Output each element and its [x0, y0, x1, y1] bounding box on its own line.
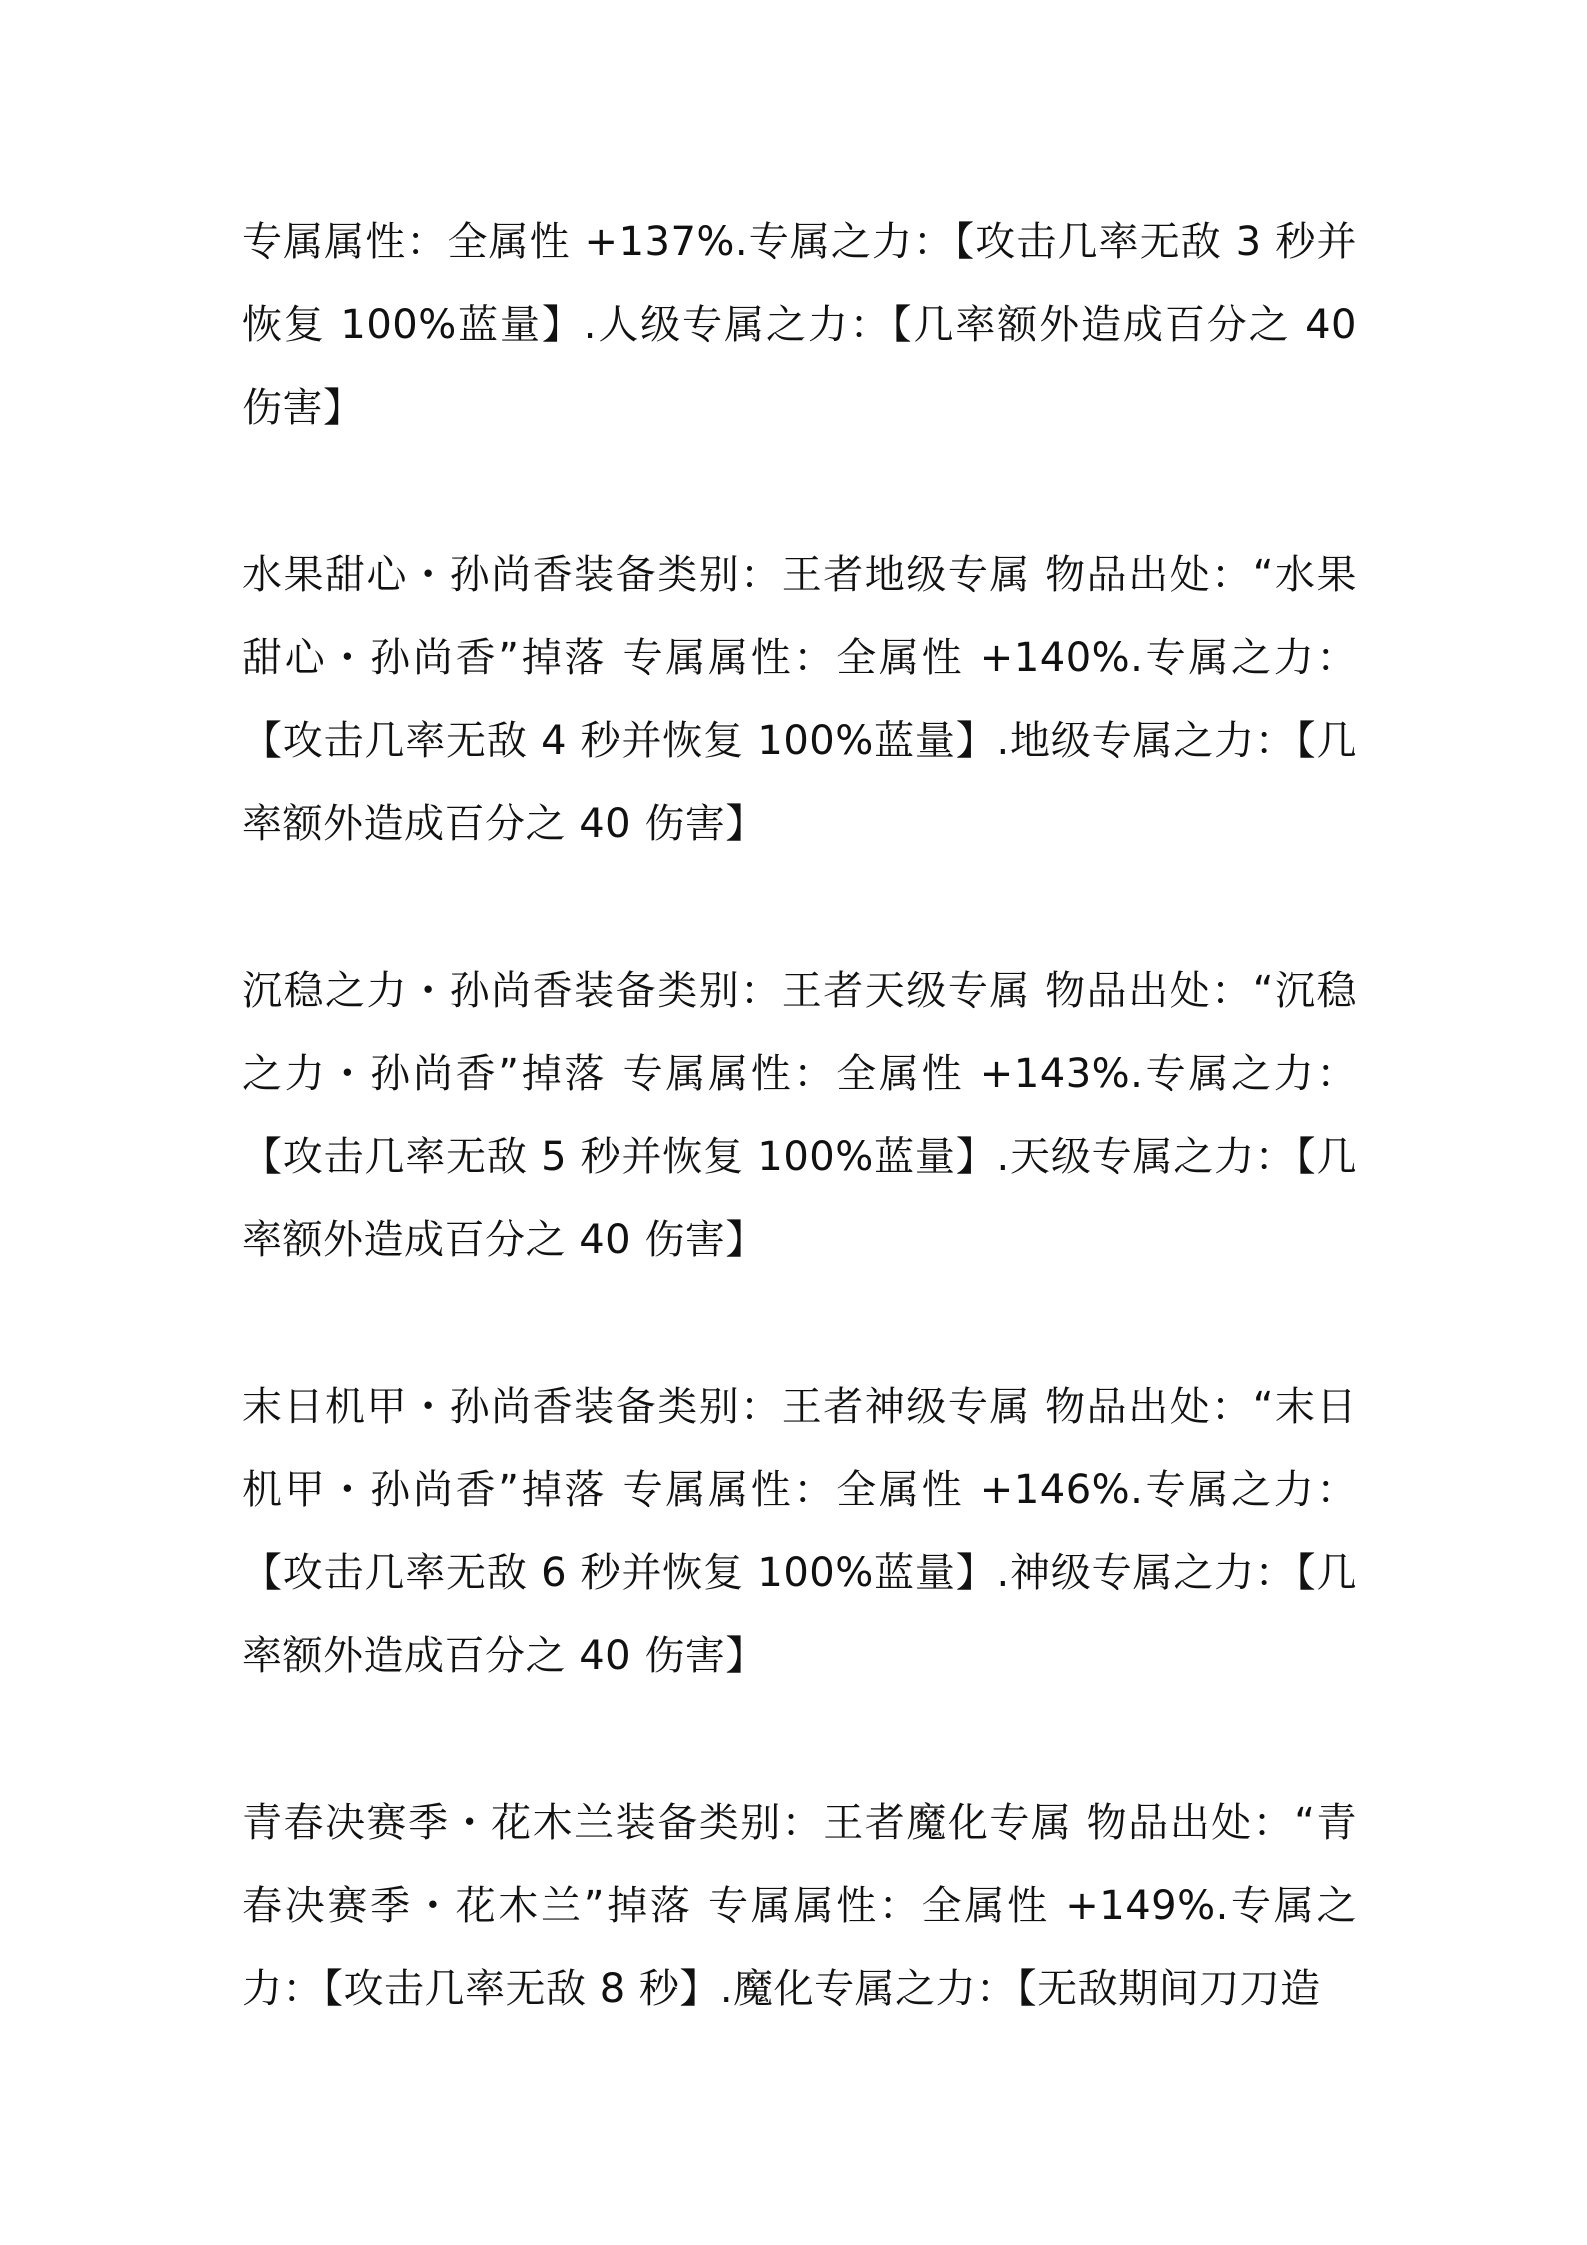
- paragraph-1: 专属属性：全属性 +137%.专属之力：【攻击几率无敌 3 秒并恢复 100%蓝量】.人级专属之力：【几率额外造成百分之 40 伤害】: [242, 219, 1357, 431]
- paragraph-2: 水果甜心・孙尚香装备类别：王者地级专属 物品出处：“水果甜心・孙尚香”掉落 专属属性：全属性 +140%.专属之力：【攻击几率无敌 4 秒并恢复 100%蓝量】.地级专属之力：【几率额外造成百分之 40 伤害】: [242, 552, 1357, 847]
- paragraph-3: 沉稳之力・孙尚香装备类别：王者天级专属 物品出处：“沉稳之力・孙尚香”掉落 专属属性：全属性 +143%.专属之力：【攻击几率无敌 5 秒并恢复 100%蓝量】.天级专属之力：【几率额外造成百分之 40 伤害】: [242, 968, 1357, 1263]
- paragraph-4: 末日机甲・孙尚香装备类别：王者神级专属 物品出处：“末日机甲・孙尚香”掉落 专属属性：全属性 +146%.专属之力：【攻击几率无敌 6 秒并恢复 100%蓝量】.神级专属之力：【几率额外造成百分之 40 伤害】: [242, 1384, 1357, 1679]
- paragraph-5: 青春决赛季・花木兰装备类别：王者魔化专属 物品出处：“青春决赛季・花木兰”掉落 专属属性：全属性 +149%.专属之力：【攻击几率无敌 8 秒】.魔化专属之力：【无敌期间刀刀造: [242, 1800, 1357, 2012]
- document-body: [242, 201, 1357, 2031]
